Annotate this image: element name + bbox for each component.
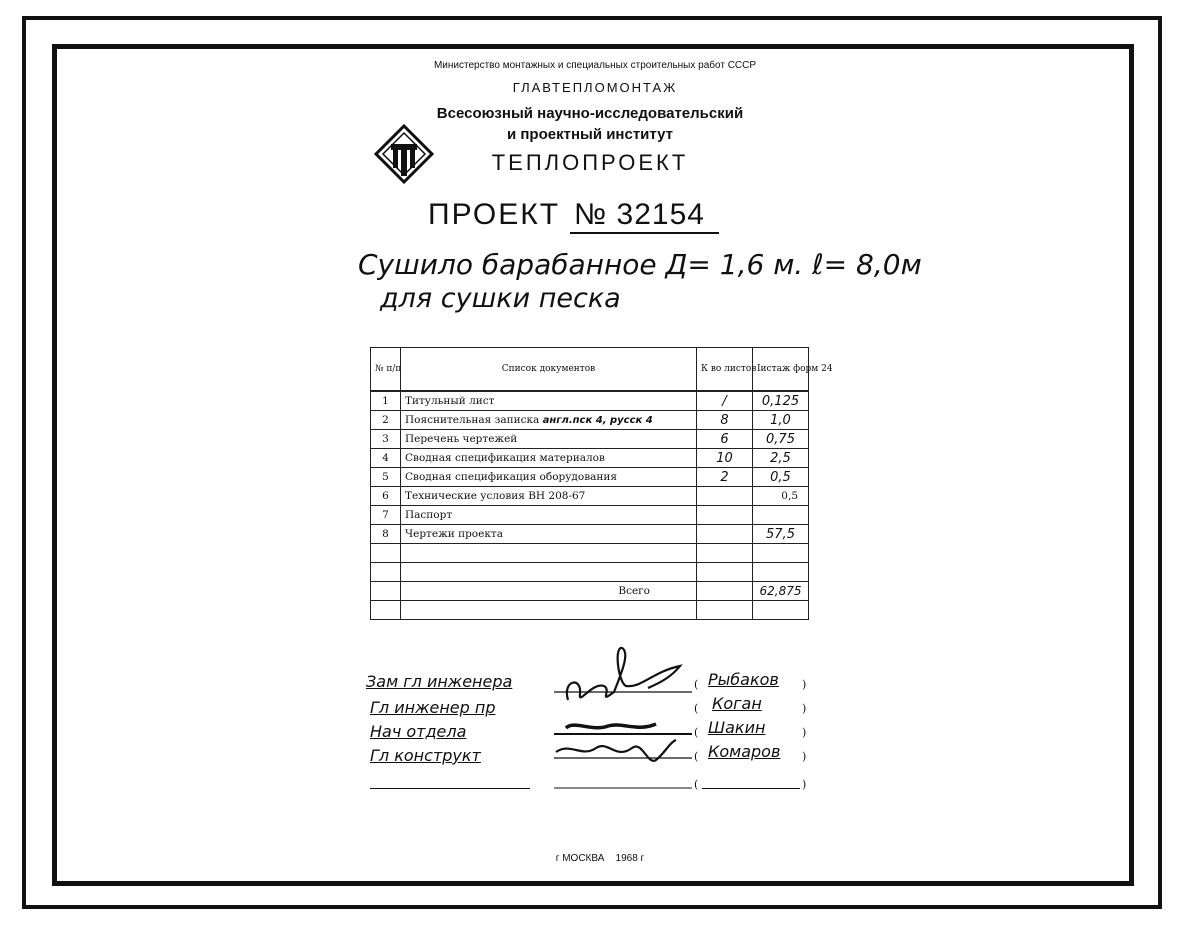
header-docs: Список документов (401, 348, 697, 392)
table-row (371, 449, 809, 468)
footer-year: 1968 г (615, 853, 645, 864)
signatory-role-4: Гл конструкт (370, 746, 481, 765)
table-row-empty (371, 563, 809, 582)
institute-line-1: Всесоюзный научно-исследовательский (436, 105, 744, 122)
footer-city-year (500, 853, 700, 864)
documents-table (370, 347, 833, 620)
row-sheets: 2 (697, 468, 753, 487)
row-name: Перечень чертежей (401, 430, 697, 449)
signatory-name-1: Рыбаков (708, 670, 779, 689)
footer-city: г МОСКВА (555, 853, 605, 864)
table-row (371, 391, 809, 411)
table-row (371, 430, 809, 449)
row-format: 0,75 (753, 430, 809, 449)
ministry-line: Министерство монтажных и специальных строительных работ СССР (433, 60, 757, 71)
row-format: 0,5 (753, 487, 809, 506)
row-format: 0,5 (753, 468, 809, 487)
table-total-row (371, 582, 809, 601)
total-label: Всего (401, 582, 697, 601)
row-sheets (697, 487, 753, 506)
name-paren-close: ) (802, 778, 807, 791)
table-row (371, 411, 809, 430)
signatory-role-2: Гл инженер пр (370, 698, 496, 717)
name-paren-close: ) (802, 750, 807, 763)
table-row (371, 468, 809, 487)
row-sheets: 8 (697, 411, 753, 430)
row-name: Пояснительная записка англ.пск 4, русск 4 (401, 411, 697, 430)
header-num: № п/п (371, 348, 401, 392)
signatory-role-1: Зам гл инженера (366, 672, 513, 691)
institute-logo-icon (374, 124, 434, 184)
table-header-row (371, 348, 809, 392)
row-note: англ.пск 4, русск 4 (542, 415, 653, 426)
row-name: Паспорт (401, 506, 697, 525)
row-sheets: 6 (697, 430, 753, 449)
name-paren-open: ( (694, 678, 699, 691)
row-name: Сводная спецификация материалов (401, 449, 697, 468)
table-row-empty (371, 544, 809, 563)
row-format: 1,0 (753, 411, 809, 430)
row-num: 6 (371, 487, 401, 506)
table-row (371, 525, 809, 544)
table-row (371, 506, 809, 525)
header-sheets: К во листов (697, 348, 753, 392)
name-paren-open: ( (694, 750, 699, 763)
total-value: 62,875 (753, 582, 809, 601)
row-num: 3 (371, 430, 401, 449)
row-num: 7 (371, 506, 401, 525)
row-sheets: 10 (697, 449, 753, 468)
signatory-role-3: Нач отдела (370, 722, 467, 741)
name-paren-close: ) (802, 702, 807, 715)
name-paren-close: ) (802, 678, 807, 691)
name-blank-line (702, 788, 800, 789)
row-name: Сводная спецификация оборудования (401, 468, 697, 487)
table-row-empty (371, 601, 809, 620)
title-line-1: Сушило барабанное Д= 1,6 м. ℓ= 8,0м (358, 248, 922, 281)
row-num: 1 (371, 391, 401, 411)
name-paren-close: ) (802, 726, 807, 739)
name-paren-open: ( (694, 702, 699, 715)
row-sheets (697, 506, 753, 525)
header-format: Iистаж форм 24 (753, 348, 809, 392)
row-format: 57,5 (753, 525, 809, 544)
project-number: № 32154 (570, 198, 719, 234)
signatures-scribble-icon (552, 642, 702, 792)
row-format: 0,125 (753, 391, 809, 411)
institute-name: ТЕПЛОПРОЕКТ (491, 150, 689, 175)
row-format: 2,5 (753, 449, 809, 468)
row-num: 4 (371, 449, 401, 468)
row-sheets: / (697, 391, 753, 411)
glavk-line: ГЛАВТЕПЛОМОНТАЖ (512, 80, 678, 95)
project-label: ПРОЕКТ (428, 198, 561, 231)
row-sheets (697, 525, 753, 544)
institute-line-2: и проектный институт (506, 126, 673, 143)
signatory-name-3: Шакин (708, 718, 766, 737)
signatory-name-4: Комаров (708, 742, 781, 761)
row-num: 2 (371, 411, 401, 430)
row-num: 5 (371, 468, 401, 487)
title-line-2: для сушки песка (380, 283, 621, 314)
name-paren-open: ( (694, 778, 699, 791)
row-num: 8 (371, 525, 401, 544)
row-name: Технические условия ВН 208-67 (401, 487, 697, 506)
row-name: Титульный лист (401, 391, 697, 411)
row-format (753, 506, 809, 525)
signatory-name-2: Коган (712, 694, 762, 713)
name-paren-open: ( (694, 726, 699, 739)
table-row (371, 487, 809, 506)
signatory-role-blank-line (370, 788, 530, 789)
row-name: Чертежи проекта (401, 525, 697, 544)
